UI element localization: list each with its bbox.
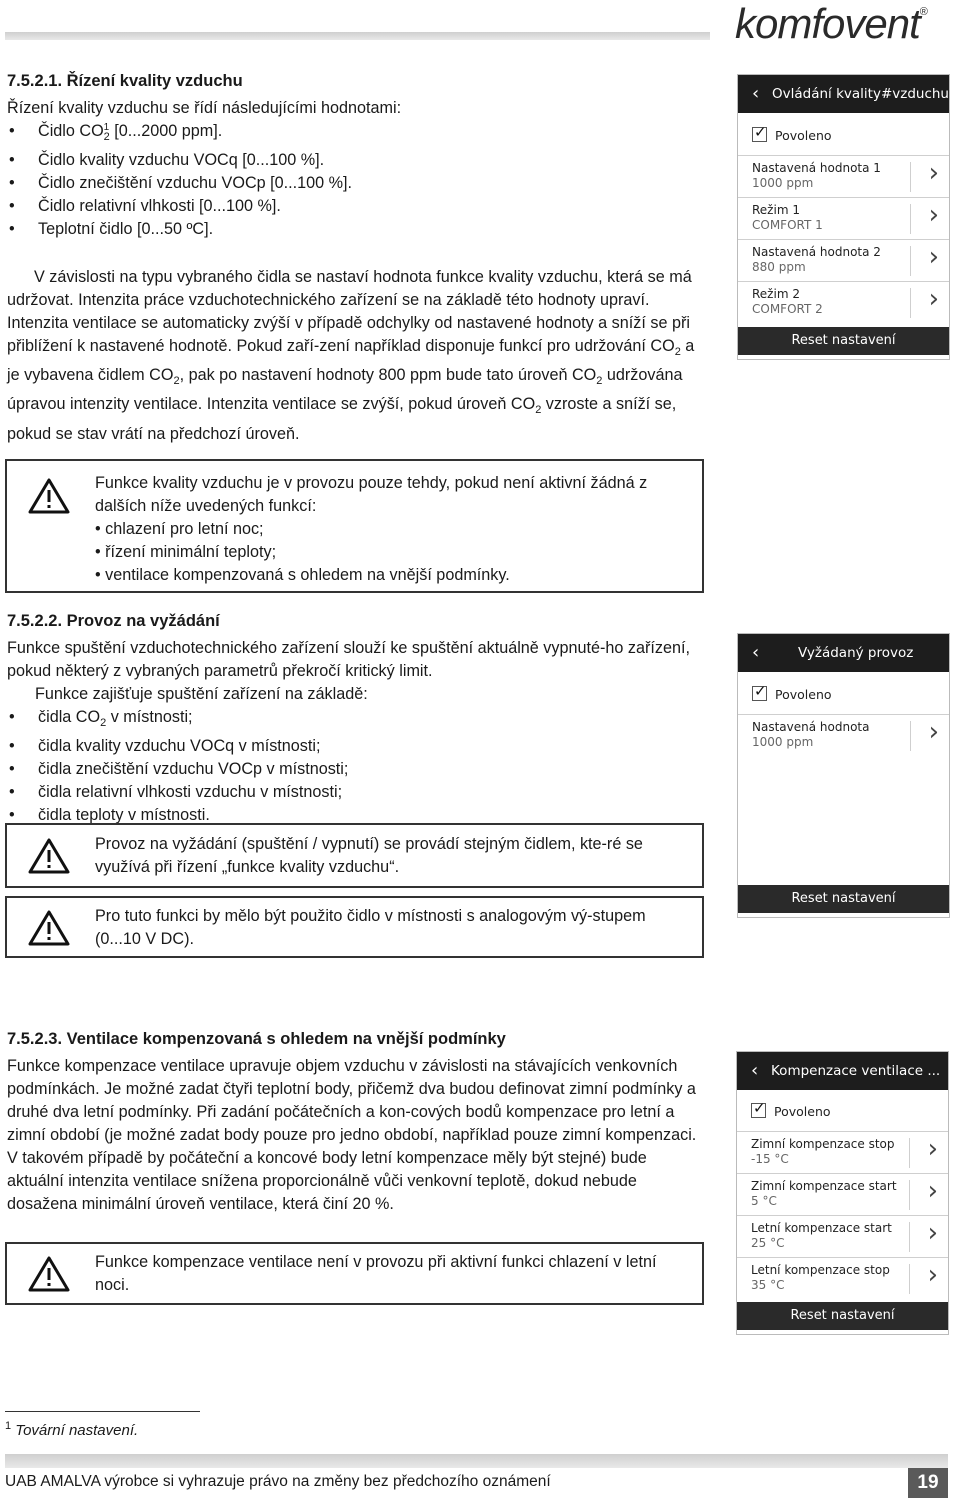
section2-lead: Funkce zajišťuje spuštění zařízení na základě: xyxy=(35,685,368,703)
warning-icon xyxy=(27,1255,71,1293)
warning-box-3 xyxy=(5,896,704,958)
summer-stop-row[interactable]: Letní kompenzace stop 35 °C › xyxy=(737,1257,948,1300)
sensor-list xyxy=(7,120,697,241)
reset-settings-button[interactable]: Reset nastavení xyxy=(738,885,949,913)
list-item: • Čidlo relativní vlhkosti [0...100 %]. xyxy=(7,195,697,218)
back-chevron-icon[interactable]: ‹ xyxy=(752,642,760,663)
warning-icon xyxy=(27,837,71,875)
section1-paragraph: V závislosti na typu vybraného čidla se nastaví hodnota funkce kvality vzduchu, která se má udržovat. Intenzita práce vzduchotechnického zařízení se na základě této hodnoty upraví. Intenzita ventilace se automaticky zvýší v případě odchylky od nastavené hodnoty a sníží se při přiblížení k nastavené hodnotě. Pokud zaří-zení například disponuje funkcí pro udržování $CO_2$ a je vybavena čidlem $CO_2$, pak po nastavení hodnoty 800 ppm bude tato úroveň $CO_2$ udržována úpravou intenzity ventilace. Intenzita ventilace se zvýší, pokud úroveň $CO_2$ vzroste a sníží se, pokud se stav vrátí na předchozí úroveň. xyxy=(7,268,695,443)
winter-stop-row[interactable]: Zimní kompenzace stop -15 °C › xyxy=(737,1131,948,1174)
setpoint-1-row[interactable]: Nastavená hodnota 1 1000 ppm › xyxy=(738,155,949,198)
list-item: • čidla teploty v místnosti. xyxy=(7,804,704,827)
checkbox-icon xyxy=(752,686,767,701)
warning-text-2: Provoz na vyžádání (spuštění / vypnutí) se provádí stejným čidlem, kte-ré se využívá při řízení „funkce kvality vzduchu“. xyxy=(95,835,643,876)
section-title-1: 7.5.2.1. Řízení kvality vzduchu xyxy=(7,72,243,90)
warning-text-1: Funkce kvality vzduchu je v provozu pouze tehdy, pokud není aktivní žádná z dalších níže uvedených funkcí: • chlazení pro letní noc; • řízení minimální teploty; • ventilace kompenzovaná s ohledem na vnější podmínky. xyxy=(95,472,692,587)
list-item: • čidla relativní vlhkosti vzduchu v místnosti; xyxy=(7,781,704,804)
enabled-checkbox[interactable]: ✓Povoleno xyxy=(751,1103,831,1119)
warning-box-1 xyxy=(5,459,704,593)
list-item: • chlazení pro letní noc; xyxy=(95,518,692,541)
back-chevron-icon[interactable]: ‹ xyxy=(752,83,760,104)
chevron-right-icon: › xyxy=(928,242,939,272)
intro-text: Řízení kvality vzduchu se řídí následujícími hodnotami: xyxy=(7,99,402,117)
warning-box-2 xyxy=(5,823,704,888)
section-title-2: 7.5.2.2. Provoz na vyžádání xyxy=(7,612,220,630)
footer-text: UAB AMALVA výrobce si vyhrazuje právo na změny bez předchozího oznámení xyxy=(5,1473,551,1490)
compensation-panel xyxy=(736,1051,949,1335)
mode-2-row[interactable]: Režim 2 COMFORT 2 › xyxy=(738,281,949,324)
checkbox-icon xyxy=(751,1103,766,1118)
header-bar xyxy=(5,32,710,40)
chevron-right-icon: › xyxy=(927,1134,938,1164)
enabled-checkbox[interactable]: ✓Povoleno xyxy=(752,686,832,702)
chevron-right-icon: › xyxy=(928,717,939,747)
section2-body xyxy=(7,637,704,827)
section1-body xyxy=(7,97,697,241)
panel-title: Vyžádaný provoz xyxy=(798,645,914,661)
demand-panel xyxy=(737,633,950,918)
panel-titlebar xyxy=(738,75,949,113)
panel-titlebar xyxy=(738,634,949,672)
warning-list xyxy=(95,518,692,587)
chevron-right-icon: › xyxy=(928,158,939,188)
list-item: • Čidlo kvality vzduchu VOCq [0...100 %]. xyxy=(7,149,697,172)
list-item: • ventilace kompenzovaná s ohledem na vnější podmínky. xyxy=(95,564,692,587)
footnote-rule xyxy=(5,1411,200,1412)
air-quality-panel xyxy=(737,74,950,360)
back-chevron-icon[interactable]: ‹ xyxy=(751,1060,759,1081)
summer-start-row[interactable]: Letní kompenzace start 25 °C › xyxy=(737,1215,948,1258)
warning-icon xyxy=(27,909,71,947)
brand-logo: komfovent® xyxy=(735,0,927,47)
warning-box-4 xyxy=(5,1242,704,1305)
warning-icon xyxy=(27,477,71,515)
section3-paragraph: Funkce kompenzace ventilace upravuje objem vzduchu v závislosti na stávajících venkovních podmínkách. Je možné zadat čtyři teplotní body, přičemž dva budou definovat zimní podmínky a druhé dva letní podmínky. Při zadání počátečních a kon-cových bodů kompenzace pro letní a zimní období (je možné zadat body pouze pro jedno období, například pouze zimní kompenzaci. V takovém případě by počáteční a koncové body letní kompenzace měly být stejné) bude aktuální intenzita ventilace snížena proporcionálně vůči venkovní teplotě, dokud nebude dosažena minimální úroveň ventilace, která činí 20 %. xyxy=(7,1057,697,1213)
list-item: • Teplotní čidlo [0...50 ºC]. xyxy=(7,218,697,241)
section2-paragraph: Funkce spuštění vzduchotechnického zařízení slouží ke spuštění aktuálně vypnuté-ho zařízení, pokud některý z vybraných parametrů překročí kritický limit. xyxy=(7,639,690,680)
enabled-checkbox[interactable]: ✓Povoleno xyxy=(752,127,832,143)
list-item: • čidla znečištění vzduchu VOCp v místnosti; xyxy=(7,758,704,781)
reset-settings-button[interactable]: Reset nastavení xyxy=(737,1302,948,1330)
setpoint-2-row[interactable]: Nastavená hodnota 2 880 ppm › xyxy=(738,239,949,282)
chevron-right-icon: › xyxy=(927,1260,938,1290)
winter-start-row[interactable]: Zimní kompenzace start 5 °C › xyxy=(737,1173,948,1216)
page-number: 19 xyxy=(908,1468,948,1498)
list-item: • čidla $CO_2$ v místnosti; xyxy=(7,706,704,735)
list-item: • čidla kvality vzduchu VOCq v místnosti; xyxy=(7,735,704,758)
list-item: • Čidlo znečištění vzduchu VOCp [0...100 %]. xyxy=(7,172,697,195)
warning-text-3: Pro tuto funkci by mělo být použito čidlo v místnosti s analogovým vý-stupem (0...10 V DC). xyxy=(95,907,646,948)
chevron-right-icon: › xyxy=(927,1176,938,1206)
section-title-3: 7.5.2.3. Ventilace kompenzovaná s ohledem na vnější podmínky xyxy=(7,1030,506,1048)
setpoint-row[interactable]: Nastavená hodnota 1000 ppm › xyxy=(738,714,949,757)
list-item: • Čidlo $CO_2$ 1 [0...2000 ppm]. xyxy=(7,120,697,149)
chevron-right-icon: › xyxy=(928,200,939,230)
reset-settings-button[interactable]: Reset nastavení xyxy=(738,327,949,355)
footer-bar xyxy=(5,1454,948,1468)
panel-title: Kompenzace ventilace ... xyxy=(771,1063,941,1079)
footnote: $^1$ Tovární nastavení. xyxy=(5,1420,139,1439)
trigger-list xyxy=(7,706,704,827)
panel-title: Ovládání kvality#vzduchu xyxy=(772,86,949,102)
list-item: • řízení minimální teploty; xyxy=(95,541,692,564)
panel-titlebar xyxy=(737,1052,948,1090)
checkbox-icon xyxy=(752,127,767,142)
mode-1-row[interactable]: Režim 1 COMFORT 1 › xyxy=(738,197,949,240)
chevron-right-icon: › xyxy=(927,1218,938,1248)
warning-text-4: Funkce kompenzace ventilace není v provozu při aktivní funkci chlazení v letní noci. xyxy=(95,1253,657,1294)
chevron-right-icon: › xyxy=(928,284,939,314)
